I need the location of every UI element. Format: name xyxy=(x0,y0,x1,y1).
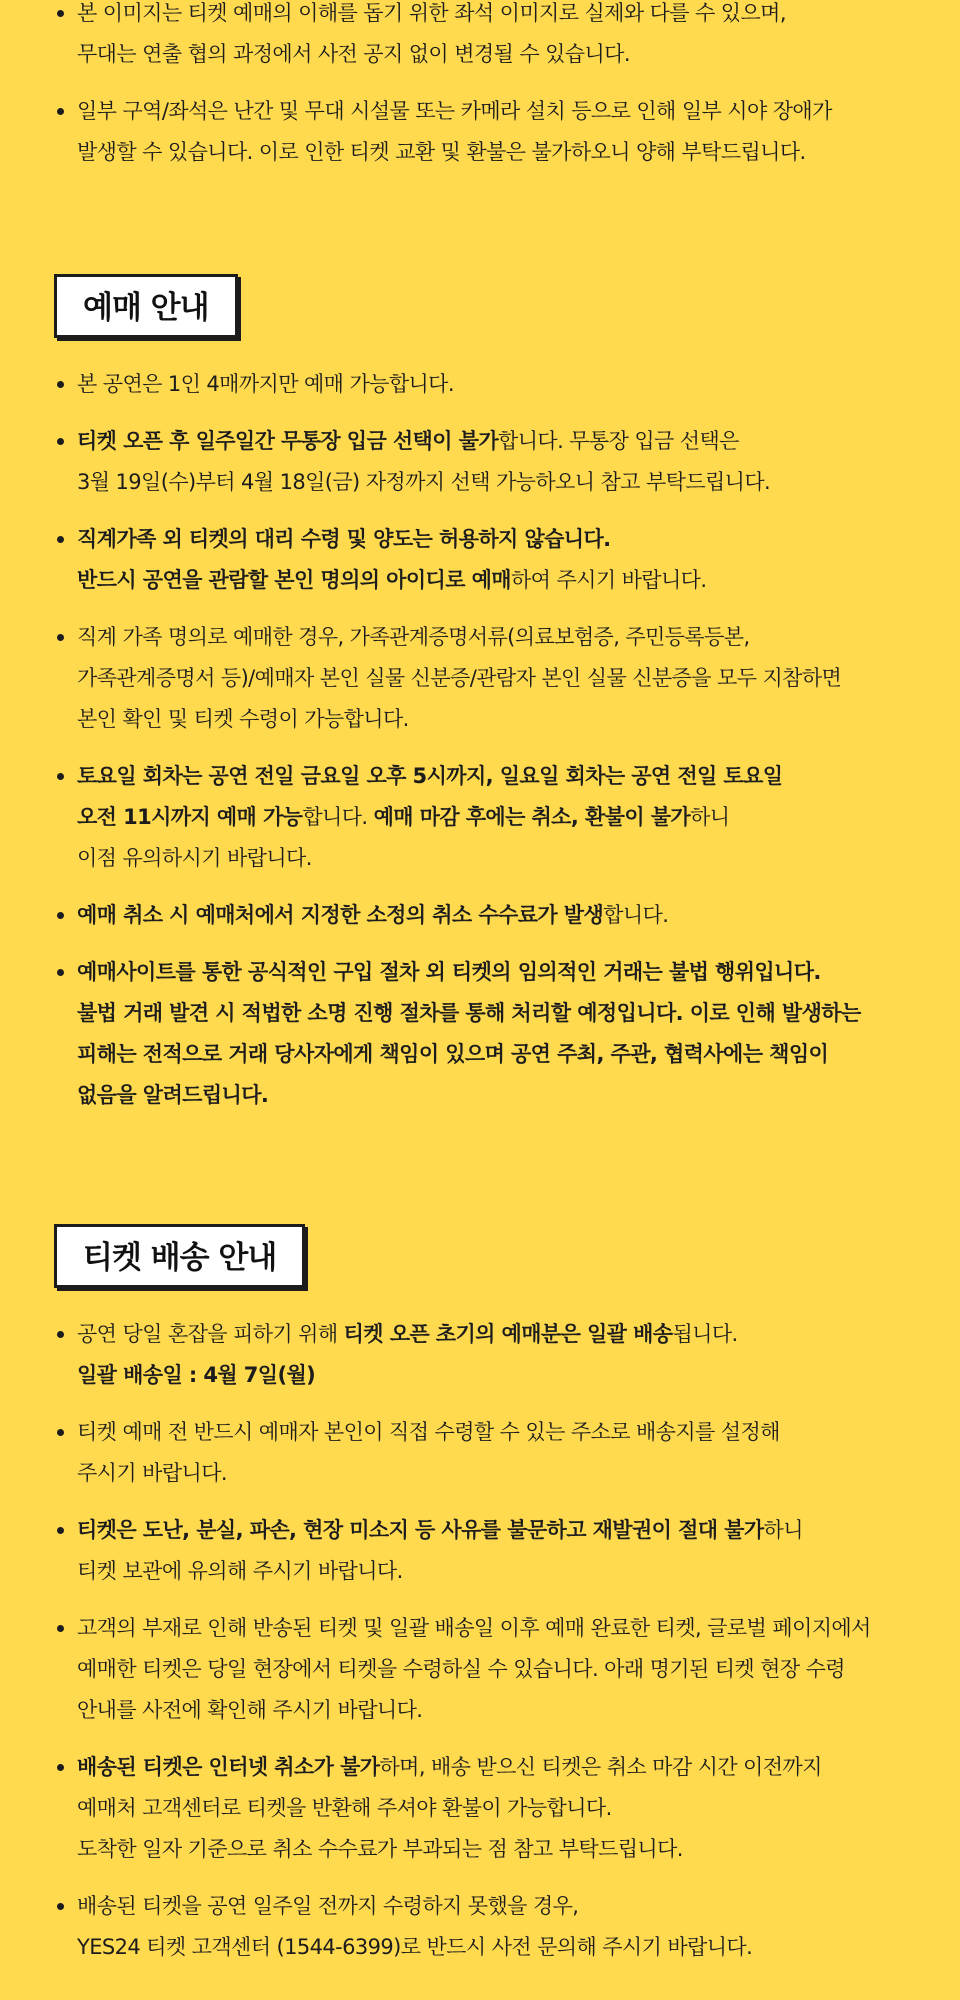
body-text: 본 공연은 1인 4매까지만 예매 가능합니다. xyxy=(77,372,454,396)
body-text: 직계 가족 명의로 예매한 경우, 가족관계증명서류(의료보험증, 주민등록등본, xyxy=(77,625,750,649)
body-text: 발생할 수 있습니다. 이로 인한 티켓 교환 및 환불은 불가하오니 양해 부탁드립니다. xyxy=(77,140,806,164)
body-text: 합니다. 무통장 입금 선택은 xyxy=(498,429,739,453)
list-item-line xyxy=(77,1453,920,1494)
list-item-line xyxy=(77,1608,920,1649)
emphasis-text: 없음을 알려드립니다. xyxy=(77,1083,269,1107)
body-text: 고객의 부재로 인해 반송된 티켓 및 일괄 배송일 이후 예매 완료한 티켓, 글로벌 페이지에서 xyxy=(77,1616,871,1640)
body-text: 이점 유의하시기 바랍니다. xyxy=(77,846,312,870)
emphasis-text: 일괄 배송일 : 4월 7일(월) xyxy=(77,1363,316,1387)
emphasis-text: 피해는 전적으로 거래 당사자에게 책임이 있으며 공연 주최, 주관, 협력사에는 책임이 xyxy=(77,1042,829,1066)
list-item xyxy=(0,91,960,173)
body-text: 하여 주시기 바랍니다. xyxy=(511,568,707,592)
body-text: 됩니다. xyxy=(672,1322,738,1346)
body-text: 배송된 티켓을 공연 일주일 전까지 수령하지 못했을 경우, xyxy=(77,1894,579,1918)
body-text: 합니다. xyxy=(302,805,374,829)
list-item xyxy=(0,364,960,405)
booking-info-section xyxy=(0,274,960,1132)
list-item-line xyxy=(77,1314,920,1355)
list-item-line xyxy=(77,560,920,601)
list-item xyxy=(0,519,960,601)
list-item-line xyxy=(77,1788,920,1829)
list-item-line xyxy=(77,952,920,993)
emphasis-text: 티켓 오픈 후 일주일간 무통장 입금 선택이 불가 xyxy=(77,429,499,453)
list-item-line xyxy=(77,699,920,740)
body-text: 티켓 예매 전 반드시 예매자 본인이 직접 수령할 수 있는 주소로 배송지를 설정해 xyxy=(77,1420,780,1444)
body-text: 주시기 바랍니다. xyxy=(77,1461,227,1485)
list-item-line xyxy=(77,658,920,699)
body-text: 하니 xyxy=(763,1518,803,1542)
body-text: 공연 당일 혼잡을 피하기 위해 xyxy=(77,1322,344,1346)
seat-notice-section xyxy=(0,0,960,189)
list-item xyxy=(0,895,960,936)
list-item-line xyxy=(77,993,920,1034)
ticket-delivery-section xyxy=(0,1224,960,1984)
list-item xyxy=(0,1412,960,1494)
body-text: 합니다. xyxy=(603,903,669,927)
list-item-line xyxy=(77,1690,920,1731)
ticket-delivery-heading: 티켓 배송 안내 xyxy=(54,1224,305,1288)
list-item-line xyxy=(77,617,920,658)
emphasis-text: 티켓은 도난, 분실, 파손, 현장 미소지 등 사유를 불문하고 재발권이 절대 불가 xyxy=(77,1518,764,1542)
notice-list xyxy=(0,0,960,173)
list-item-line xyxy=(77,1412,920,1453)
list-item-line xyxy=(77,91,920,132)
list-item-line xyxy=(77,1355,920,1396)
list-item-line xyxy=(77,797,920,838)
emphasis-text: 불법 거래 발견 시 적법한 소명 진행 절차를 통해 처리할 예정입니다. 이로 인해 발생하는 xyxy=(77,1001,861,1025)
emphasis-text: 직계가족 외 티켓의 대리 수령 및 양도는 허용하지 않습니다. xyxy=(77,527,611,551)
list-item-line xyxy=(77,0,920,34)
emphasis-text: 반드시 공연을 관람할 본인 명의의 아이디로 예매 xyxy=(77,568,511,592)
body-text: 일부 구역/좌석은 난간 및 무대 시설물 또는 카메라 설치 등으로 인해 일부 시야 장애가 xyxy=(77,99,832,123)
list-item xyxy=(0,617,960,740)
list-item xyxy=(0,1314,960,1396)
list-item-line xyxy=(77,462,920,503)
list-item-line xyxy=(77,756,920,797)
body-text: 하며, 배송 받으신 티켓은 취소 마감 시간 이전까지 xyxy=(379,1755,822,1779)
list-item xyxy=(0,1510,960,1592)
body-text: 티켓 보관에 유의해 주시기 바랍니다. xyxy=(77,1559,403,1583)
body-text: 예매한 티켓은 당일 현장에서 티켓을 수령하실 수 있습니다. 아래 명기된 티켓 현장 수령 xyxy=(77,1657,845,1681)
list-item-line xyxy=(77,421,920,462)
emphasis-text: 배송된 티켓은 인터넷 취소가 불가 xyxy=(77,1755,380,1779)
list-item-line xyxy=(77,1034,920,1075)
body-text: 3월 19일(수)부터 4월 18일(금) 자정까지 선택 가능하오니 참고 부탁드립니다. xyxy=(77,470,771,494)
body-text: 예매처 고객센터로 티켓을 반환해 주셔야 환불이 가능합니다. xyxy=(77,1796,612,1820)
list-item-line xyxy=(77,1886,920,1927)
list-item-line xyxy=(77,1747,920,1788)
list-item-line xyxy=(77,1829,920,1870)
body-text: 도착한 일자 기준으로 취소 수수료가 부과되는 점 참고 부탁드립니다. xyxy=(77,1837,683,1861)
list-item xyxy=(0,952,960,1116)
list-item-line xyxy=(77,364,920,405)
list-item-line xyxy=(77,519,920,560)
body-text: 무대는 연출 협의 과정에서 사전 공지 없이 변경될 수 있습니다. xyxy=(77,42,630,66)
emphasis-text: 토요일 회차는 공연 전일 금요일 오후 5시까지, 일요일 회차는 공연 전일 토요일 xyxy=(77,764,783,788)
list-item xyxy=(0,1886,960,1968)
booking-info-heading: 예매 안내 xyxy=(54,274,238,338)
list-item-line xyxy=(77,1510,920,1551)
body-text: 가족관계증명서 등)/예매자 본인 실물 신분증/관람자 본인 실물 신분증을 모두 지참하면 xyxy=(77,666,842,690)
list-item-line xyxy=(77,895,920,936)
list-item-line xyxy=(77,838,920,879)
list-item xyxy=(0,421,960,503)
list-item-line xyxy=(77,1551,920,1592)
list-item-line xyxy=(77,34,920,75)
ticket-delivery-list xyxy=(0,1314,960,1968)
body-text: 안내를 사전에 확인해 주시기 바랍니다. xyxy=(77,1698,423,1722)
body-text: 하니 xyxy=(690,805,730,829)
list-item-line xyxy=(77,132,920,173)
body-text: 본인 확인 및 티켓 수령이 가능합니다. xyxy=(77,707,409,731)
emphasis-text: 예매사이트를 통한 공식적인 구입 절차 외 티켓의 임의적인 거래는 불법 행위입니다. xyxy=(77,960,821,984)
list-item xyxy=(0,1608,960,1731)
emphasis-text: 예매 마감 후에는 취소, 환불이 불가 xyxy=(373,805,691,829)
emphasis-text: 예매 취소 시 예매처에서 지정한 소정의 취소 수수료가 발생 xyxy=(77,903,604,927)
list-item-line xyxy=(77,1075,920,1116)
body-text: 본 이미지는 티켓 예매의 이해를 돕기 위한 좌석 이미지로 실제와 다를 수 있으며, xyxy=(77,1,786,25)
list-item xyxy=(0,0,960,75)
list-item xyxy=(0,1747,960,1870)
body-text: YES24 티켓 고객센터 (1544-6399)로 반드시 사전 문의해 주시기 바랍니다. xyxy=(77,1935,753,1959)
list-item-line xyxy=(77,1927,920,1968)
list-item-line xyxy=(77,1649,920,1690)
emphasis-text: 티켓 오픈 초기의 예매분은 일괄 배송 xyxy=(343,1322,673,1346)
emphasis-text: 오전 11시까지 예매 가능 xyxy=(77,805,303,829)
booking-info-list xyxy=(0,364,960,1116)
list-item xyxy=(0,756,960,879)
